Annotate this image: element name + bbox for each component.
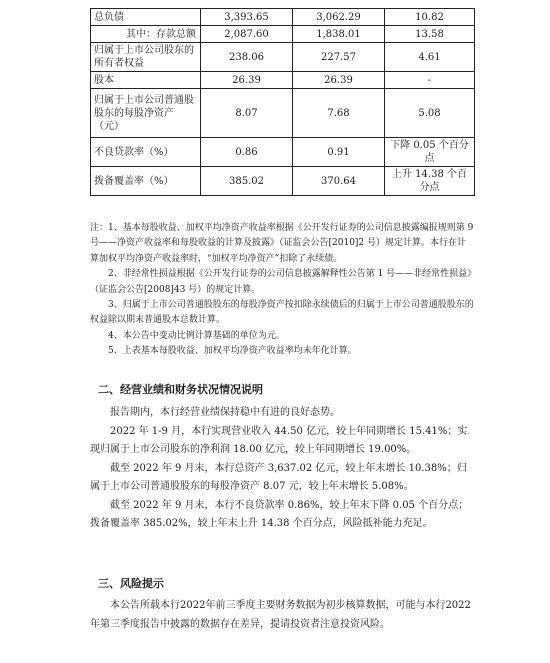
body-paragraph: 报告期内，本行经营业绩保持稳中有进的良好态势。	[110, 407, 340, 418]
body-paragraph: 2022 年 1-9 月，本行实现营业收入 44.50 亿元，较上年同期增长 15.41%；实现归属于上市公司股东的净利润 18.00 亿元，较上年同期增长 19.00%。	[90, 425, 468, 455]
table-row	[91, 43, 475, 72]
financial-table-body	[91, 9, 475, 196]
risk-section-body	[90, 597, 474, 634]
section-heading-performance: 二、经营业绩和财务状况情况说明	[98, 383, 263, 396]
table-row	[91, 138, 475, 167]
note-item: 5、上表基本每股收益、加权平均净资产收益率均未年化计算。	[108, 346, 357, 357]
prior-period-cell: 370.64	[293, 167, 385, 196]
table-notes	[90, 221, 474, 360]
table-row	[91, 9, 475, 26]
current-period-cell: 0.86	[201, 138, 293, 167]
row-label-cell: 其中：存款总额	[91, 26, 201, 43]
row-label-cell: 总负债	[91, 9, 201, 26]
body-paragraph: 本公告所载本行2022年前三季度主要财务数据为初步核算数据，可能与本行2022年第三季度报告中披露的数据存在差异，提请投资者注意投资风险。	[90, 600, 471, 630]
change-cell: 5.08	[385, 89, 475, 138]
current-period-cell: 8.07	[201, 89, 293, 138]
body-paragraph: 截至 2022 年 9 月末，本行总资产 3,637.02 亿元，较上年末增长 10.38%；归属于上市公司普通股股东的每股净资产 8.07 元，较上年末增长 5.08%。	[90, 462, 467, 492]
change-cell: 上升 14.38 个百分点	[385, 167, 475, 196]
note-item: 2、非经常性损益根据《公开发行证券的公司信息披露解释性公告第 1 号——非经常性损益》（证监会公告[2008]43 号）的规定计算。	[90, 269, 472, 295]
change-cell: -	[385, 72, 475, 89]
current-period-cell: 26.39	[201, 72, 293, 89]
prior-period-cell: 227.57	[293, 43, 385, 72]
note-item: 3、归属于上市公司普通股股东的每股净资产按扣除永续债后的归属于上市公司普通股股东的权益除以期末普通股本总数计算。	[90, 300, 474, 326]
financial-table	[90, 8, 475, 196]
row-label-cell: 归属于上市公司普通股股东的每股净资产（元）	[91, 89, 201, 138]
row-label-cell: 拨备覆盖率（%）	[91, 167, 201, 196]
row-label-cell: 股本	[91, 72, 201, 89]
table-row	[91, 167, 475, 196]
current-period-cell: 238.06	[201, 43, 293, 72]
change-cell: 4.61	[385, 43, 475, 72]
row-label-cell: 不良贷款率（%）	[91, 138, 201, 167]
table-row	[91, 26, 475, 43]
table-row	[91, 72, 475, 89]
note-item: 注：1、基本每股收益、加权平均净资产收益率根据《公开发行证券的公司信息披露编报规则第 9 号——净资产收益率和每股收益的计算及披露》（证监会公告[2010]2 号）规定计算。本行在计算加权平均净资产收益率时，“加权平均净资产”扣除了永续债。	[90, 223, 474, 264]
current-period-cell: 385.02	[201, 167, 293, 196]
prior-period-cell: 3,062.29	[293, 9, 385, 26]
performance-section-body	[90, 404, 474, 534]
table-row	[91, 89, 475, 138]
note-item: 4、本公告中变动比例计算基础的单位为元。	[108, 330, 285, 341]
change-cell: 13.58	[385, 26, 475, 43]
current-period-cell: 3,393.65	[201, 9, 293, 26]
prior-period-cell: 0.91	[293, 138, 385, 167]
prior-period-cell: 1,838.01	[293, 26, 385, 43]
change-cell: 10.82	[385, 9, 475, 26]
prior-period-cell: 26.39	[293, 72, 385, 89]
row-label-cell: 归属于上市公司股东的所有者权益	[91, 43, 201, 72]
change-cell: 下降 0.05 个百分点	[385, 138, 475, 167]
prior-period-cell: 7.68	[293, 89, 385, 138]
body-paragraph: 截至 2022 年 9 月末，本行不良贷款率 0.86%，较上年末下降 0.05 个百分点；拨备覆盖率 385.02%，较上年末上升 14.38 个百分点，风险抵补能力充足。	[90, 499, 469, 529]
current-period-cell: 2,087.60	[201, 26, 293, 43]
section-heading-risk: 三、风险提示	[98, 577, 164, 590]
